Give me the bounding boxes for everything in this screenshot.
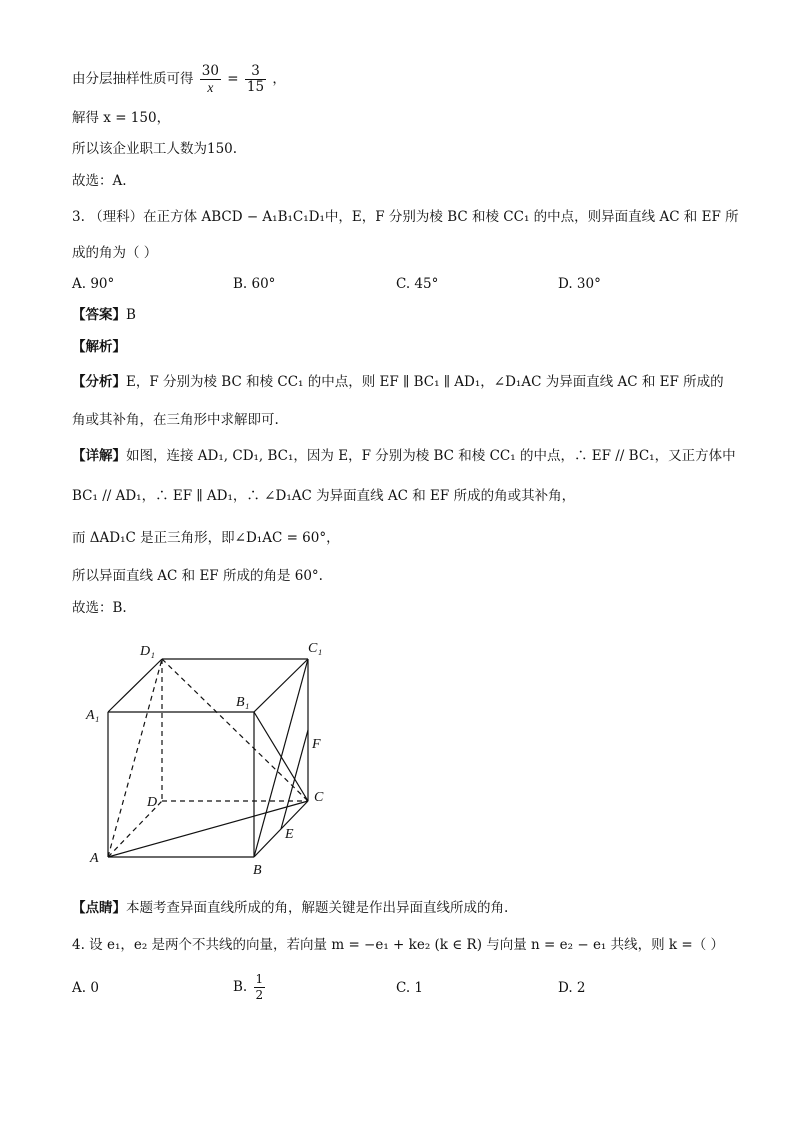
q3-option-a: A. 90° <box>72 276 115 292</box>
label-b1: B₁ <box>236 695 250 710</box>
label-c1: C₁ <box>308 641 323 656</box>
q4-stem: 4. 设 e₁，e₂ 是两个不共线的向量，若向量 m = −e₁ + ke₂ (k ∈ R) 与向量 n = e₂ − e₁ 共线，则 k =（ ） <box>72 937 725 953</box>
fenxi-tag: 【分析】 <box>72 374 126 390</box>
q3-xiangjie-line-3: 而 ΔAD₁C 是正三角形，即∠D₁AC = 60°， <box>72 530 340 546</box>
q3-option-d: D. 30° <box>558 276 601 292</box>
q3-analysis-tag: 【解析】 <box>72 339 126 355</box>
text-line-4: 故选：A. <box>72 173 127 189</box>
q3-dianjing-line: 【点睛】本题考查异面直线所成的角，解题关键是作出异面直线所成的角. <box>72 900 509 916</box>
q4-option-b: B. $\frac{1}{2}$ <box>233 972 264 1002</box>
edge-a1-d1 <box>108 659 162 712</box>
q3-xiangjie-line-4: 所以异面直线 AC 和 EF 所成的角是 60°. <box>72 568 323 584</box>
q3-fenxi-line-1: 【分析】E，F 分别为棱 BC 和棱 CC₁ 的中点，则 EF ∥ BC₁ ∥ AD₁，∠D₁AC 为异面直线 AC 和 EF 所成的 <box>72 374 724 390</box>
q3-option-c: C. 45° <box>396 276 439 292</box>
answer-tag: 【答案】 <box>72 307 126 323</box>
xiangjie-tag: 【详解】 <box>72 448 126 464</box>
dianjing-tag: 【点睛】 <box>72 900 126 916</box>
label-d: D <box>147 795 158 810</box>
label-a1: A₁ <box>86 708 100 723</box>
fraction-3-over-15: $\frac{3}{15}$ <box>246 63 265 95</box>
q3-stem-line-2: 成的角为（ ） <box>72 245 158 261</box>
fraction-30-over-x: $\frac{30}{x}$ <box>201 63 219 95</box>
q3-fenxi-line-2: 角或其补角，在三角形中求解即可. <box>72 412 279 428</box>
q4-option-c: C. 1 <box>396 980 424 996</box>
q3-option-b: B. 60° <box>233 276 276 292</box>
label-a: A <box>90 851 99 866</box>
edge-b1-c1 <box>254 659 308 712</box>
equals-sign: = <box>227 71 239 87</box>
hidden-segment-a-d1 <box>108 659 162 857</box>
q3-choose-line: 故选：B. <box>72 600 127 616</box>
label-f: F <box>312 737 321 752</box>
text-line-3: 所以该企业职工人数为150. <box>72 141 238 157</box>
label-d1: D₁ <box>140 644 155 659</box>
q3-xiangjie-line-2: BC₁ // AD₁，∴ EF ∥ AD₁，∴ ∠D₁AC 为异面直线 AC 和 EF 所成的角或其补角， <box>72 488 576 504</box>
q3-xiangjie-line-1: 【详解】如图，连接 AD₁, CD₁, BC₁，因为 E，F 分别为棱 BC 和棱 CC₁ 的中点，∴ EF // BC₁，又正方体中 <box>72 448 736 464</box>
fraction-one-half: $\frac{1}{2}$ <box>255 972 264 1002</box>
line1-suffix: ， <box>272 71 286 87</box>
q4-option-a: A. 0 <box>72 980 99 996</box>
segment-a-c <box>108 801 308 857</box>
answer-value: B <box>126 307 136 323</box>
line1-prefix: 由分层抽样性质可得 <box>72 71 194 87</box>
label-b: B <box>253 863 262 878</box>
q3-stem-line-1: 3. （理科）在正方体 ABCD − A₁B₁C₁D₁中，E，F 分别为棱 BC 和棱 CC₁ 的中点，则异面直线 AC 和 EF 所 <box>72 209 739 225</box>
label-c: C <box>314 790 324 805</box>
text-line-2: 解得 x = 150， <box>72 110 171 126</box>
q4-option-d: D. 2 <box>558 980 586 996</box>
label-e: E <box>285 827 294 842</box>
